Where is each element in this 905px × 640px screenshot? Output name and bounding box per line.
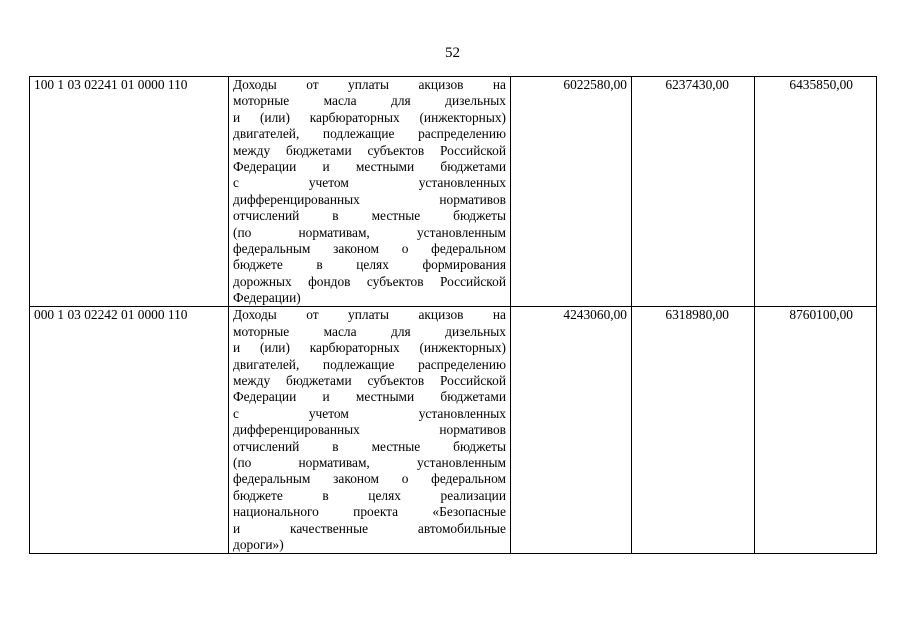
description-line: дорожных фондов субъектов Российской: [233, 273, 506, 289]
description-line: (по нормативам, установленным: [233, 224, 506, 240]
description-line: дороги»): [233, 536, 284, 552]
description-line: дифференцированных нормативов: [233, 422, 506, 438]
description-line: отчислений в местные бюджеты: [233, 438, 506, 454]
revenue-description: [229, 307, 511, 554]
description-line: между бюджетами субъектов Российской: [233, 142, 506, 158]
description-line: Федерации и местными бюджетами: [233, 389, 506, 405]
amount-year-1: 4243060,00: [511, 307, 632, 554]
description-line: дифференцированных нормативов: [233, 191, 506, 207]
page-number: 52: [445, 45, 460, 61]
budget-classification-code: 000 1 03 02242 01 0000 110: [30, 307, 229, 554]
description-line: Доходы от уплаты акцизов на: [233, 77, 506, 92]
amount-year-1: 6022580,00: [511, 77, 632, 307]
description-line: Федерации и местными бюджетами: [233, 158, 506, 174]
table-row: [30, 77, 877, 307]
description-line: отчислений в местные бюджеты: [233, 208, 506, 224]
budget-classification-code: 100 1 03 02241 01 0000 110: [30, 77, 229, 307]
description-line: бюджете в целях реализации: [233, 487, 506, 503]
budget-revenue-table: [29, 76, 877, 554]
description-line: бюджете в целях формирования: [233, 257, 506, 273]
description-line: Федерации): [233, 290, 301, 306]
description-line: и (или) карбюраторных (инжекторных): [233, 109, 506, 125]
table-row: [30, 307, 877, 554]
revenue-description: [229, 77, 511, 307]
description-line: (по нормативам, установленным: [233, 454, 506, 470]
description-line: моторные масла для дизельных: [233, 323, 506, 339]
description-line: двигателей, подлежащие распределению: [233, 126, 506, 142]
description-line: с учетом установленных: [233, 405, 506, 421]
amount-year-2: 6237430,00: [632, 77, 755, 307]
description-line: с учетом установленных: [233, 175, 506, 191]
amount-year-3: 6435850,00: [755, 77, 877, 307]
description-line: моторные масла для дизельных: [233, 93, 506, 109]
description-line: и качественные автомобильные: [233, 520, 506, 536]
description-line: федеральным законом о федеральном: [233, 471, 506, 487]
description-line: Доходы от уплаты акцизов на: [233, 307, 506, 323]
amount-year-2: 6318980,00: [632, 307, 755, 554]
description-line: двигателей, подлежащие распределению: [233, 356, 506, 372]
description-line: национального проекта «Безопасные: [233, 504, 506, 520]
description-line: между бюджетами субъектов Российской: [233, 373, 506, 389]
description-line: и (или) карбюраторных (инжекторных): [233, 340, 506, 356]
amount-year-3: 8760100,00: [755, 307, 877, 554]
description-line: федеральным законом о федеральном: [233, 240, 506, 256]
